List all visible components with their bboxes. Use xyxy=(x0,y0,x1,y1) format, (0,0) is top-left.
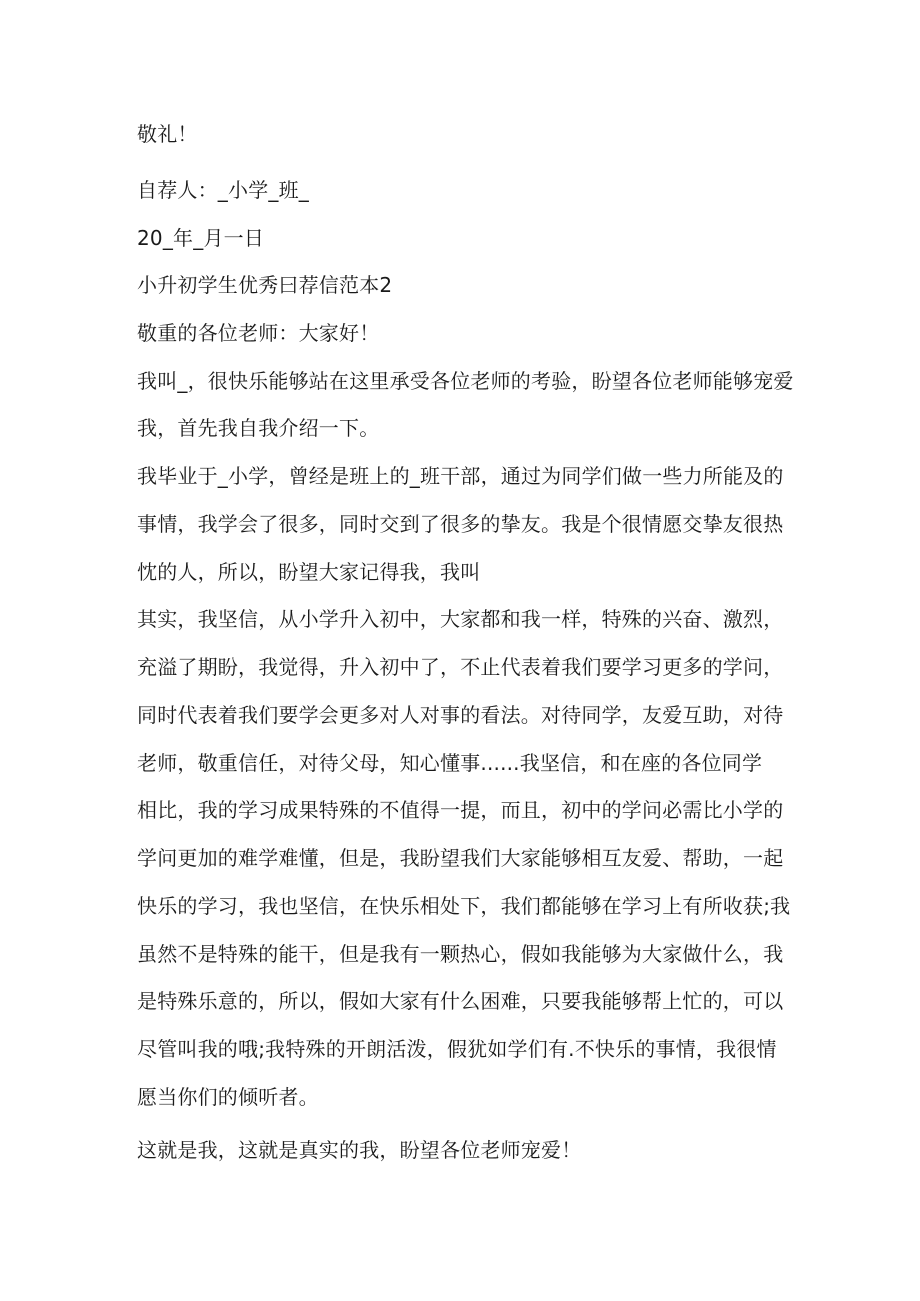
paragraph-line: 事情，我学会了很多，同时交到了很多的挚友。我是个很情愿交挚友很热 xyxy=(137,512,784,536)
greeting-line: 敬重的各位老师：大家好！ xyxy=(137,321,380,345)
paragraph-line: 虽然不是特殊的能干，但是我有一颗热心，假如我能够为大家做什么，我 xyxy=(137,942,784,966)
paragraph-line: 同时代表着我们要学会更多对人对事的看法。对待同学，友爱互助，对待 xyxy=(137,703,784,727)
closing-line: 这就是我，这就是真实的我，盼望各位老师宠爱！ xyxy=(137,1138,582,1162)
paragraph-line: 学问更加的难学难懂，但是，我盼望我们大家能够相互友爱、帮助，一起 xyxy=(137,846,784,870)
paragraph-line: 快乐的学习，我也坚信，在快乐相处下，我们都能够在学习上有所收获;我 xyxy=(137,894,791,918)
paragraph-line: 尽管叫我的哦;我特殊的开朗活泼，假犹如学们有.不快乐的事情，我很情 xyxy=(137,1037,777,1061)
paragraph-line: 我，首先我自我介绍一下。 xyxy=(137,416,380,440)
paragraph-line: 愿当你们的倾听者。 xyxy=(137,1085,319,1109)
paragraph-line: 忱的人，所以，盼望大家记得我，我叫 xyxy=(137,560,481,584)
date-line: 20_年_月一日 xyxy=(137,226,265,250)
paragraph-line: 老师，敬重信任，对待父母，知心懂事......我坚信，和在座的各位同学 xyxy=(137,751,763,775)
section-title: 小升初学生优秀曰荐信范本2 xyxy=(137,273,393,297)
signature-line: 自荐人：_小学_班_ xyxy=(137,178,309,202)
paragraph-line: 充溢了期盼，我觉得，升入初中了，不止代表着我们要学习更多的学问， xyxy=(137,655,784,679)
paragraph-line: 相比，我的学习成果特殊的不值得一提，而且，初中的学问必需比小学的 xyxy=(137,798,784,822)
paragraph-line: 其实，我坚信，从小学升入初中，大家都和我一样，特殊的兴奋、激烈， xyxy=(137,607,784,631)
paragraph-line: 我叫_，很快乐能够站在这里承受各位老师的考验，盼望各位老师能够宠爱 xyxy=(137,369,794,393)
paragraph-line: 是特殊乐意的，所以，假如大家有什么困难，只要我能够帮上忙的，可以 xyxy=(137,989,784,1013)
paragraph-line: 我毕业于_小学，曾经是班上的_班干部，通过为同学们做一些力所能及的 xyxy=(137,464,784,488)
closing-salutation: 敬礼！ xyxy=(137,122,198,146)
